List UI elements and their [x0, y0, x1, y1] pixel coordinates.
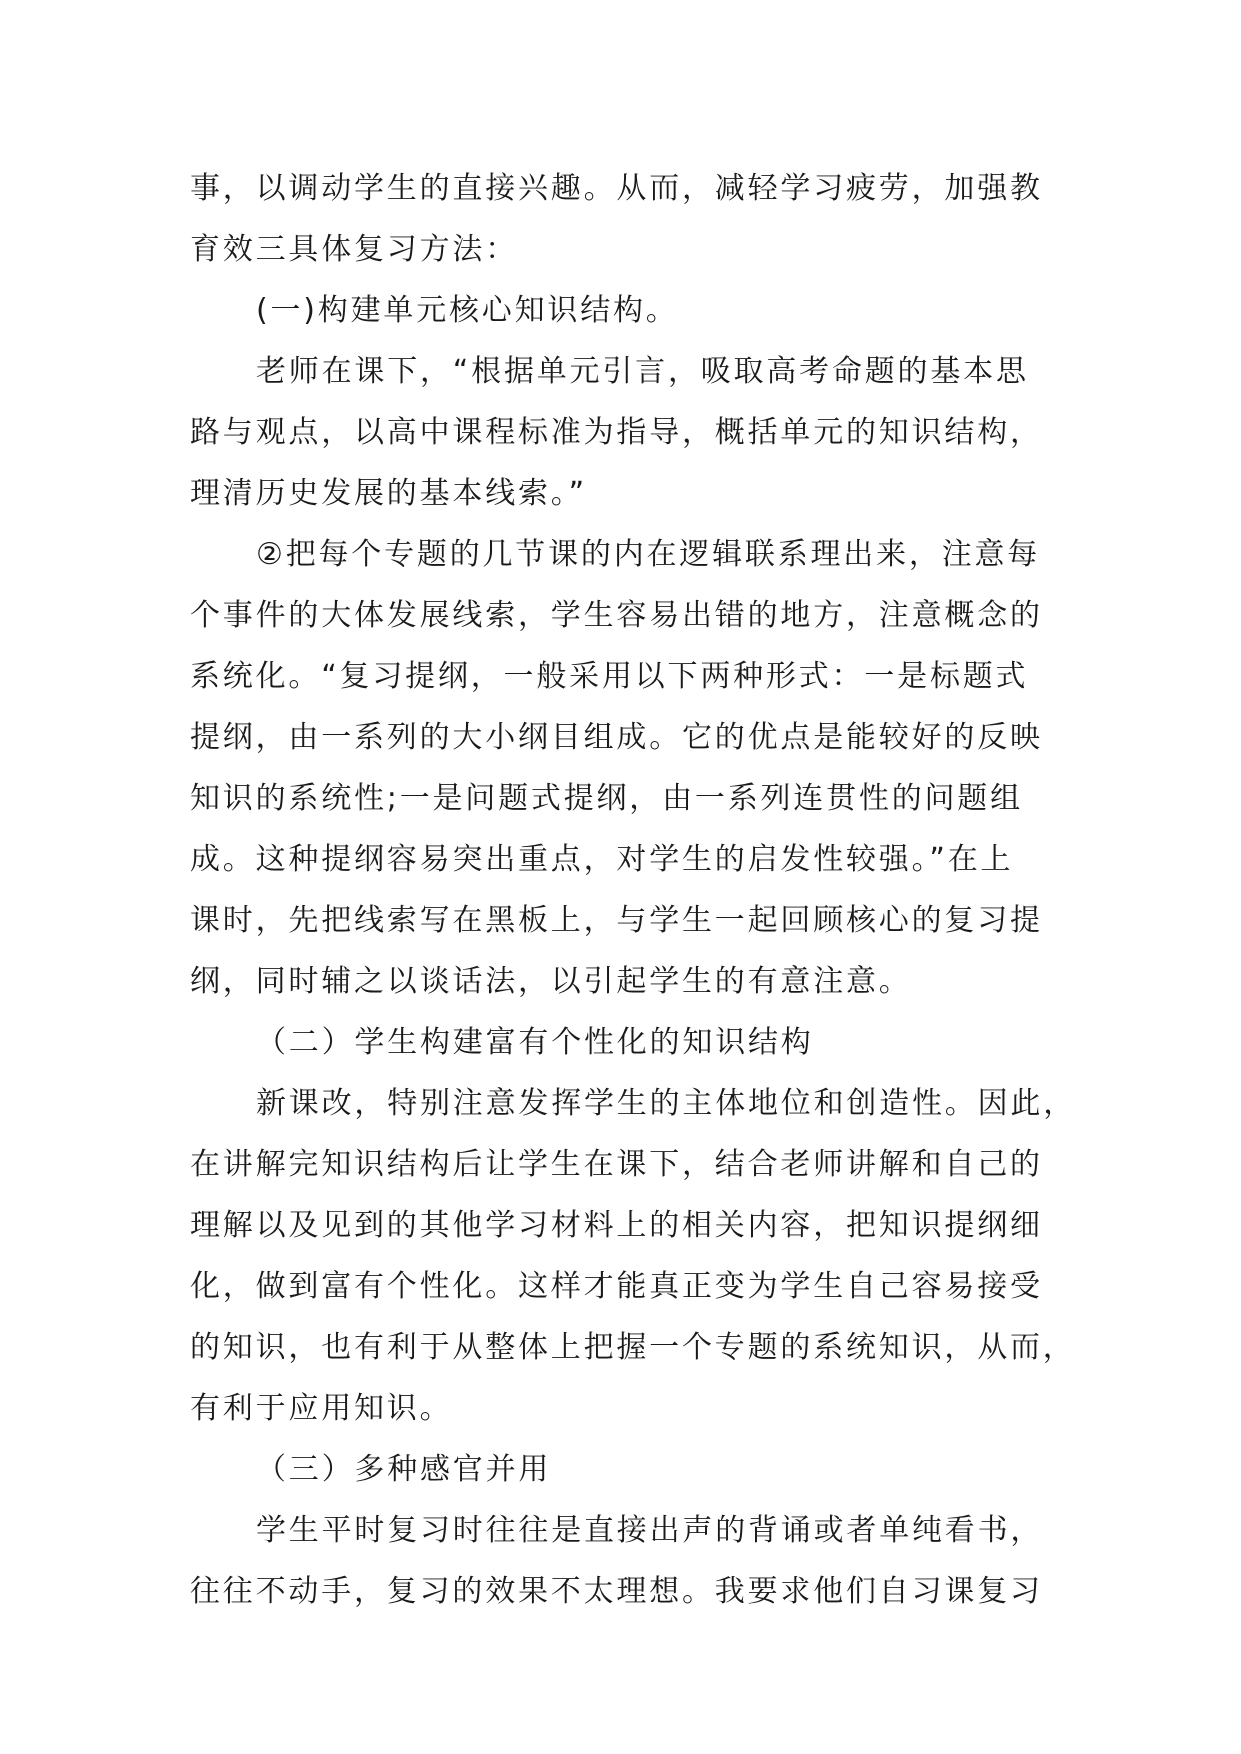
- text-line: 系统化。“复习提纲，一般采用以下两种形式：一是标题式: [190, 659, 1029, 694]
- text-line: 事，以调动学生的直接兴趣。从而，减轻学习疲劳，加强教: [190, 171, 1043, 206]
- text-line: 理解以及见到的其他学习材料上的相关内容，把知识提纲细: [190, 1208, 1043, 1243]
- text-line: 的知识，也有利于从整体上把握一个专题的系统知识，从而，: [190, 1330, 1076, 1365]
- text-line: 知识的系统性;一是问题式提纲，由一系列连贯性的问题组: [190, 781, 1023, 816]
- text-line: 提纲，由一系列的大小纲目组成。它的优点是能较好的反映: [190, 720, 1043, 755]
- text-line: 路与观点，以高中课程标准为指导，概括单元的知识结构，: [190, 415, 1043, 450]
- text-line: 理清历史发展的基本线索。”: [190, 476, 587, 511]
- text-line: 化，做到富有个性化。这样才能真正变为学生自己容易接受: [190, 1269, 1043, 1304]
- text-line: 新课改，特别注意发挥学生的主体地位和创造性。因此，: [256, 1086, 1076, 1121]
- text-line: 在讲解完知识结构后让学生在课下，结合老师讲解和自己的: [190, 1147, 1043, 1182]
- text-line: (一)构建单元核心知识结构。: [256, 293, 679, 328]
- text-line: 成。这种提纲容易突出重点，对学生的启发性较强。”在上: [190, 842, 1014, 877]
- text-line: 课时，先把线索写在黑板上，与学生一起回顾核心的复习提: [190, 903, 1043, 938]
- text-line: 育效三具体复习方法：: [190, 232, 518, 267]
- text-line: 老师在课下，“根据单元引言，吸取高考命题的基本思: [256, 354, 1029, 389]
- text-line: 个事件的大体发展线索，学生容易出错的地方，注意概念的: [190, 598, 1043, 633]
- text-line: 学生平时复习时往往是直接出声的背诵或者单纯看书，: [256, 1513, 1044, 1548]
- text-line: 有利于应用知识。: [190, 1391, 453, 1426]
- text-line: 往往不动手，复习的效果不太理想。我要求他们自习课复习: [190, 1574, 1043, 1609]
- text-line: （三）多种感官并用: [256, 1452, 552, 1487]
- text-line: （二）学生构建富有个性化的知识结构: [256, 1025, 814, 1060]
- text-line: ②把每个专题的几节课的内在逻辑联系理出来，注意每: [256, 537, 1041, 572]
- text-line: 纲，同时辅之以谈话法，以引起学生的有意注意。: [190, 964, 912, 999]
- document-body: [190, 158, 1076, 1622]
